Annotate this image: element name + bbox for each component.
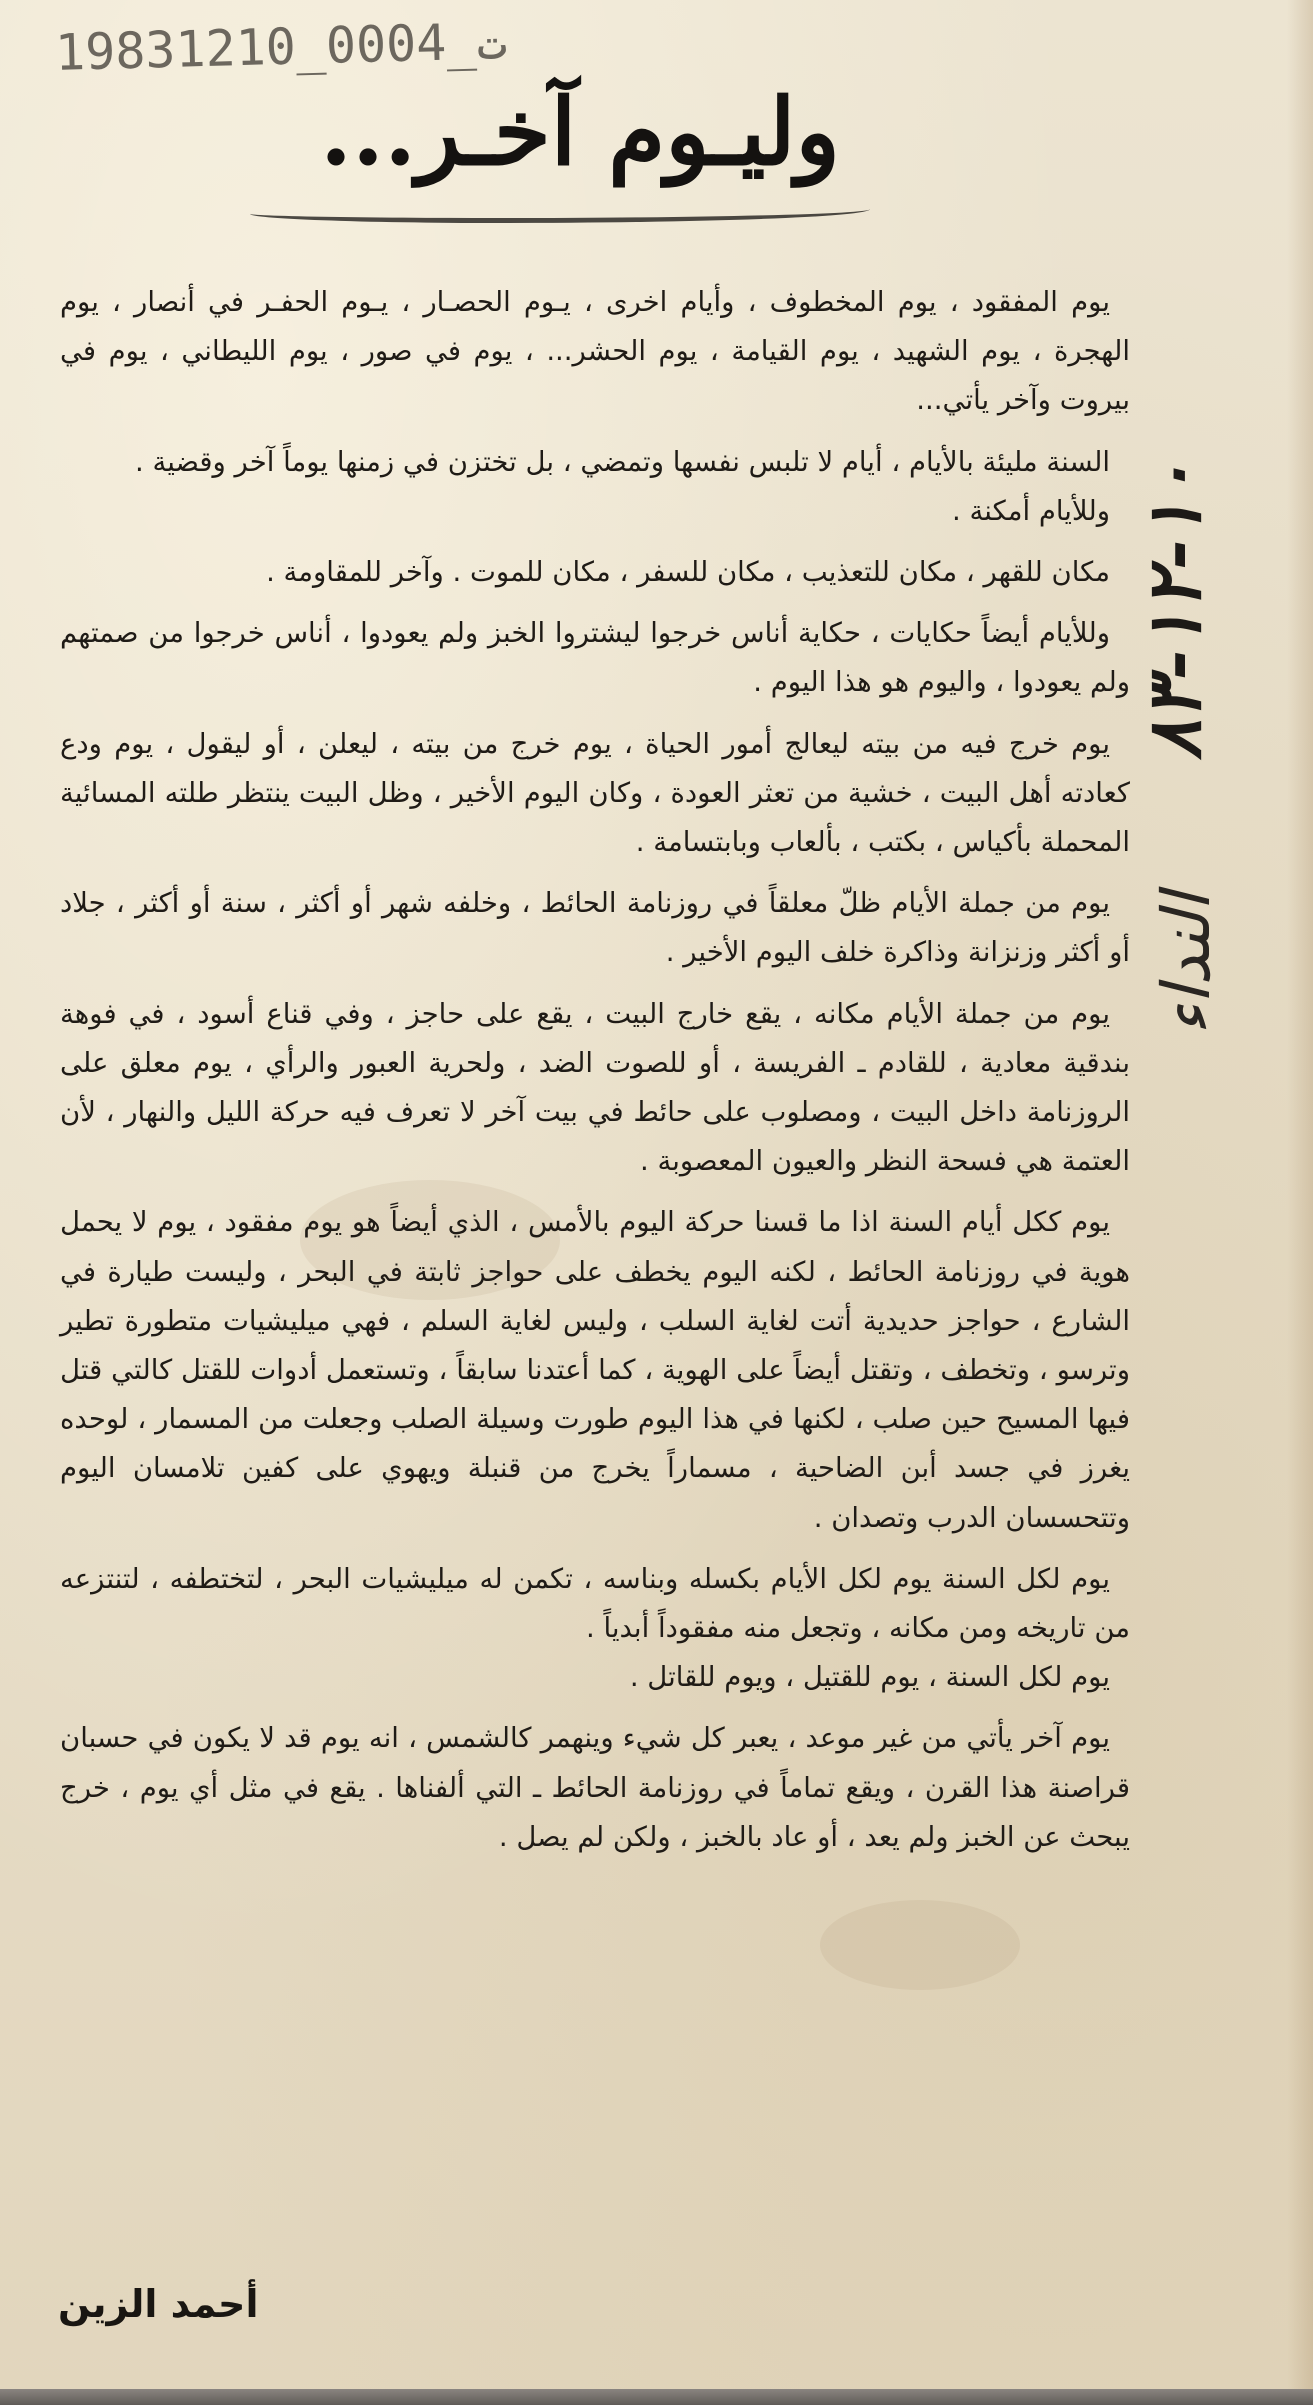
article-paragraph: يوم من جملة الأيام مكانه ، يقع خارج البيت ، يقع على حاجز ، وفي قناع أسود ، في فوهة بندقية معادية ، للقادم ـ الفريسة ، أو للصوت الضد ، ولحرية العبور والرأي ، يوم معلق على الروزنامة داخل البيت ، ومصلوب على حائط في بيت آخر لا تعرف فيه حركة الليل والنهار ، لأن العتمة هي فسحة النظر والعيون المعصوبة .	[60, 997, 1130, 1178]
article-paragraph: يوم خرج فيه من بيته ليعالج أمور الحياة ، يوم خرج من بيته ، ليعلن ، أو ليقول ، يوم ودع كعادته أهل البيت ، خشية من تعثر العودة ، وكان اليوم الأخير ، وظل البيت ينتظر طلته المسائية المحملة بأكياس ، بكتب ، بألعاب وبابتسامة .	[60, 727, 1130, 859]
article-paragraph: يوم ككل أيام السنة اذا ما قسنا حركة اليوم بالأمس ، الذي أيضاً هو يوم مفقود ، يوم لا يحمل هوية في روزنامة الحائط ، لكنه اليوم يخطف على حواجز ثابتة في البحر ، وليست طيارة في الشارع ، حواجز حديدية أتت لغاية السلب ، وليس لغاية السلم ، فهي ميليشيات متطورة تطير وترسو ، وتخطف ، وتقتل أيضاً على الهوية ، كما أعتدنا سابقاً ، وتستعمل أدوات للقتل كالتي قتل فيها المسيح حين صلب ، لكنها في هذا اليوم طورت وسيلة الصلب وجعلت من المسمار ، لوحده يغرز في جسد أبن الضاحية ، مسماراً يخرج من قنبلة ويهوي على كفين تلامسان اليوم وتتحسسان الدرب وتصدان .	[60, 1206, 1130, 1534]
article-paragraph: وللأيام أيضاً حكايات ، حكاية أناس خرجوا ليشتروا الخبز ولم يعودوا ، أناس خرجوا من صمتهم ولم يعودوا ، واليوم هو هذا اليوم .	[60, 617, 1130, 699]
article-paragraph: مكان للقهر ، مكان للتعذيب ، مكان للسفر ، مكان للموت . وآخر للمقاومة .	[266, 556, 1110, 589]
article-paragraph: السنة مليئة بالأيام ، أيام لا تلبس نفسها وتمضي ، بل تختزن في زمنها يوماً آخر وقضية .	[135, 445, 1110, 478]
handwritten-source-annotation: النداء	[1148, 892, 1225, 1035]
article-paragraph: يوم المفقود ، يوم المخطوف ، وأيام اخرى ، يـوم الحصـار ، يـوم الحفـر في أنصار ، يوم الهجرة ، يوم الشهيد ، يوم القيامة ، يوم الحشر... ، يوم في صور ، يوم الليطاني ، يوم في بيروت وآخر يأتي...	[60, 286, 1130, 417]
paper-stain	[820, 1900, 1020, 1990]
article-paragraph: يوم من جملة الأيام ظلّ معلقاً في روزنامة الحائط ، وخلفه شهر أو أكثر ، سنة أو أكثر ، جلاد أو أكثر وزنزانة وذاكرة خلف اليوم الأخير .	[60, 887, 1130, 969]
paper-edge-shadow	[1287, 0, 1313, 2405]
article-paragraph: يوم لكل السنة يوم لكل الأيام بكسله وبناسه ، تكمن له ميليشيات البحر ، لتختطفه ، لتنتزعه من تاريخه ومن مكانه ، وتجعل منه مفقوداً أبدياً .	[60, 1562, 1130, 1645]
title-underline-flourish	[250, 200, 870, 223]
archive-code: 19831210_0004_ت	[54, 12, 508, 82]
handwritten-date-annotation: ١٠-١٢-٨٣	[1132, 460, 1218, 760]
article-paragraph: يوم لكل السنة ، يوم للقتيل ، ويوم للقاتل .	[629, 1661, 1110, 1694]
author-byline: أحمد الزين	[58, 2282, 259, 2326]
scan-bottom-border	[0, 2389, 1313, 2405]
article-body	[60, 278, 1130, 1874]
article-title: وليـوم آخـر...	[320, 78, 840, 186]
article-paragraph: وللأيام أمكنة .	[952, 494, 1110, 527]
article-paragraph: يوم آخر يأتي من غير موعد ، يعبر كل شيء وينهمر كالشمس ، انه يوم قد لا يكون في حسبان قراصنة هذا القرن ، ويقع تماماً في روزنامة الحائط ـ التي ألفناها . يقع في مثل أي يوم ، خرج يبحث عن الخبز ولم يعد ، أو عاد بالخبز ، ولكن لم يصل .	[60, 1722, 1130, 1853]
